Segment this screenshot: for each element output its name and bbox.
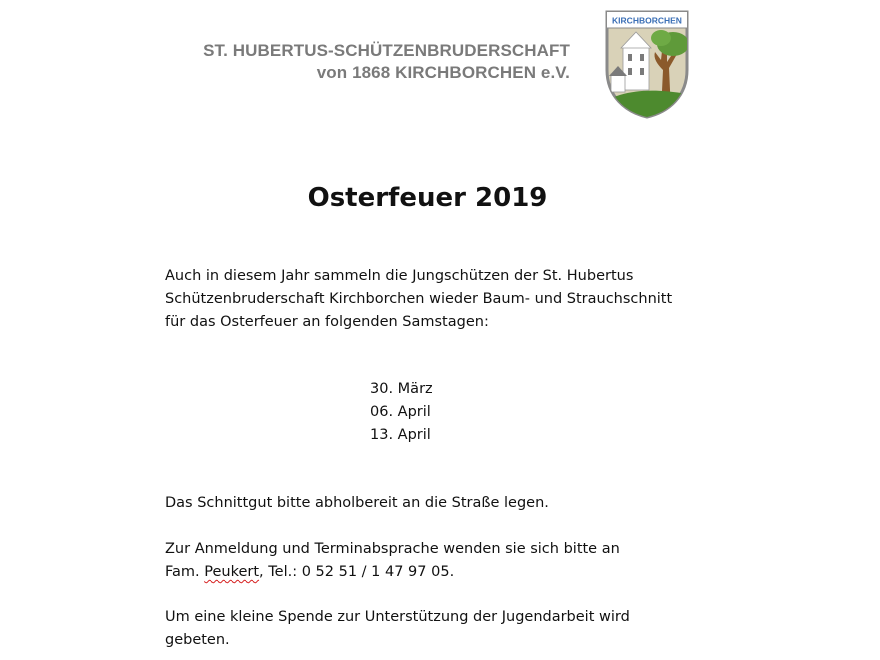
organization-name: ST. HUBERTUS-SCHÜTZENBRUDERSCHAFT: [203, 41, 570, 60]
contact-line: Zur Anmeldung und Terminabsprache wenden sie sich bitte an: [165, 541, 620, 557]
organization-founding: von 1868 KIRCHBORCHEN e.V.: [316, 63, 570, 82]
collection-dates: [370, 378, 433, 447]
crest-label: KIRCHBORCHEN: [612, 15, 682, 26]
kirchborchen-crest-icon: [603, 8, 691, 120]
contact-name: Peukert: [204, 564, 260, 580]
date-item: 06. April: [370, 404, 431, 420]
donation-line: gebeten.: [165, 632, 230, 648]
pickup-instruction: Das Schnittgut bitte abholbereit an die Straße legen.: [165, 495, 549, 511]
contact-paragraph: [165, 538, 620, 584]
date-item: 13. April: [370, 427, 431, 443]
contact-line: [165, 561, 620, 584]
donation-paragraph: [165, 606, 630, 652]
page-title: Osterfeuer 2019: [307, 183, 548, 213]
intro-line: für das Osterfeuer an folgenden Samstagen:: [165, 314, 489, 330]
date-item: 30. März: [370, 381, 433, 397]
intro-paragraph: [165, 265, 672, 334]
organization-header: [203, 40, 570, 84]
intro-line: Schützenbruderschaft Kirchborchen wieder Baum- und Strauchschnitt: [165, 291, 673, 307]
donation-line: Um eine kleine Spende zur Unterstützung der Jugendarbeit wird: [165, 609, 630, 625]
contact-phone: , Tel.: 0 52 51 / 1 47 97 05.: [259, 564, 455, 580]
contact-prefix: Fam.: [165, 564, 205, 580]
intro-line: Auch in diesem Jahr sammeln die Jungschützen der St. Hubertus: [165, 268, 634, 284]
